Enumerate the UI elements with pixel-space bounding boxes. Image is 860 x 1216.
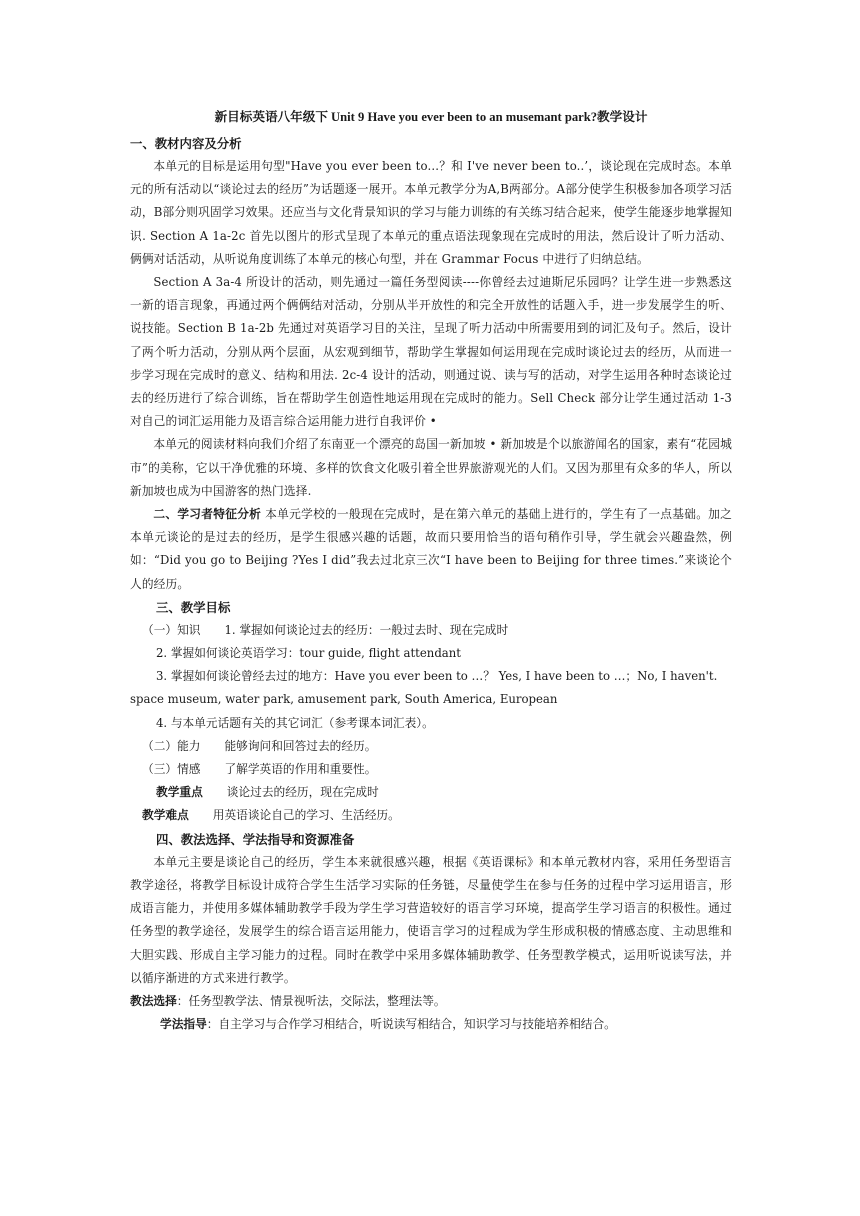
emotion-line [130, 758, 732, 781]
section-4-heading: 四、教法选择、学法指导和资源准备 [156, 831, 355, 847]
ability-text: 能够询问和回答过去的经历。 [224, 738, 377, 753]
emotion-text: 了解学英语的作用和重要性。 [224, 762, 377, 777]
knowledge-item-2: 2. 掌握如何谈论英语学习：tour guide, flight attendant [156, 646, 461, 661]
document-title: 新目标英语八年级下 Unit 9 Have you ever been to an musemant park?教学设计 [214, 110, 648, 124]
ability-line [130, 735, 732, 758]
section-1-paragraph-2: Section A 3a-4 所设计的活动，则先通过一篇任务型阅读----你曾经去过迪斯尼乐园吗？让学生进一步熟悉这一新的语言现象，再通过两个俩俩结对活动，分别从半开放性的和完全开放性的话题入手，进一步发展学生的听、说技能。Section B 1a-2b 先通过对英语学习目的关注，呈现了听力活动中所需要用到的词汇及句子。然后，设计了两个听力活动，分别从两个层面，从宏观到细节，帮助学生掌握如何运用现在完成时谈论过去的经历，从而进一步学习现在完成时的意义、结构和用法. 2c-4 设计的活动，则通过说、读与写的活动，对学生运用各种时态谈论过去的经历进行了综合训练，旨在帮助学生创造性地运用现在完成时的能力。Sell Check 部分让学生通过活动 1-3 对自己的词汇运用能力及语言综合运用能力进行自我评价 • [130, 275, 732, 429]
teaching-difficulty-text: 用英语谈论自己的学习、生活经历。 [212, 808, 400, 823]
method-label: 教法选择 [130, 993, 177, 1008]
method-text: ：任务型教学法、情景视听法，交际法，整理法等。 [176, 993, 446, 1008]
section-1-paragraph-1: 本单元的目标是运用句型"Have you ever been to...？和 I've never been to..’，谈论现在完成时态。本单元的所有活动以“谈论过去的经历”为话题逐一展开。本单元教学分为A,B两部分。A部分使学生积极参加各项学习活动，B部分则巩固学习效果。还应当与文化背景知识的学习与能力训练的有关练习结合起来，使学生能逐步地掌握知识. Section A 1a-2c 首先以图片的形式呈现了本单元的重点语法现象现在完成时的用法，然后设计了听力活动、俩俩对话活动，从听说角度训练了本单元的核心句型，并在 Grammar Focus 中进行了归纳总结。 [130, 159, 732, 266]
section-2-body: 本单元学校的一般现在完成时，是在第六单元的基础上进行的，学生有了一点基础。加之本单元谈论的是过去的经历，是学生很感兴趣的话题，故而只要用恰当的语句稍作引导，学生就会兴趣盎然，例如：“Did you go to Beijing ?Yes I did”我去过北京三次“I have been to Beijing for three times.”来谈论个人的经历。 [130, 507, 732, 591]
knowledge-item-4: 4. 与本单元话题有关的其它词汇（参考课本词汇表）。 [156, 715, 434, 730]
section-3-heading: 三、教学目标 [156, 599, 231, 615]
knowledge-item-3-continued: space museum, water park, amusement park, South America, European [130, 692, 558, 707]
knowledge-item-1: 1. 掌握如何谈论过去的经历：一般过去时、现在完成时 [224, 622, 509, 637]
guide-line [130, 1013, 732, 1036]
knowledge-line-1 [130, 619, 732, 642]
teaching-focus-label: 教学重点 [156, 785, 203, 800]
section-1-heading: 一、教材内容及分析 [130, 136, 242, 151]
emotion-label: （三）情感 [142, 762, 201, 777]
section-2-heading: 二、学习者特征分析 [153, 507, 262, 522]
knowledge-label: （一）知识 [142, 622, 201, 637]
section-2-paragraph [130, 503, 732, 596]
method-line [130, 990, 732, 1013]
section-4-paragraph-1: 本单元主要是谈论自己的经历，学生本来就很感兴趣，根据《英语课标》和本单元教材内容，采用任务型语言教学途径，将教学目标设计成符合学生生活学习实际的任务链，尽量使学生在参与任务的过程中学习运用语言，形成语言能力，并使用多媒体辅助教学手段为学生学习营造较好的语言学习环境，提高学生学习语言的积极性。通过任务型的教学途径，发展学生的综合语言运用能力，使语言学习的过程成为学生形成积极的情感态度、主动思维和大胆实践、形成自主学习能力的过程。同时在教学中采用多媒体辅助教学、任务型教学模式，运用听说读写法，并以循序渐进的方式来进行教学。 [130, 854, 732, 985]
document-page [130, 108, 732, 1036]
guide-label: 学法指导 [160, 1017, 207, 1032]
teaching-difficulty-line [130, 804, 732, 827]
teaching-difficulty-label: 教学难点 [142, 808, 189, 823]
teaching-focus-line [130, 781, 732, 804]
section-1-paragraph-3: 本单元的阅读材料向我们介绍了东南亚一个漂亮的岛国一新加坡 • 新加坡是个以旅游闻名的国家，素有“花园城市”的美称，它以干净优雅的环境、多样的饮食文化吸引着全世界旅游观光的人们。又因为那里有众多的华人，所以新加坡也成为中国游客的热门选择. [130, 437, 732, 498]
guide-text: ：自主学习与合作学习相结合，听说读写相结合，知识学习与技能培养相结合。 [206, 1017, 616, 1032]
teaching-focus-text: 谈论过去的经历，现在完成时 [226, 785, 379, 800]
ability-label: （二）能力 [142, 738, 201, 753]
knowledge-item-3: 3. 掌握如何谈论曾经去过的地方：Have you ever been to …？ Yes, I have been to …；No, I haven't. [156, 669, 718, 684]
